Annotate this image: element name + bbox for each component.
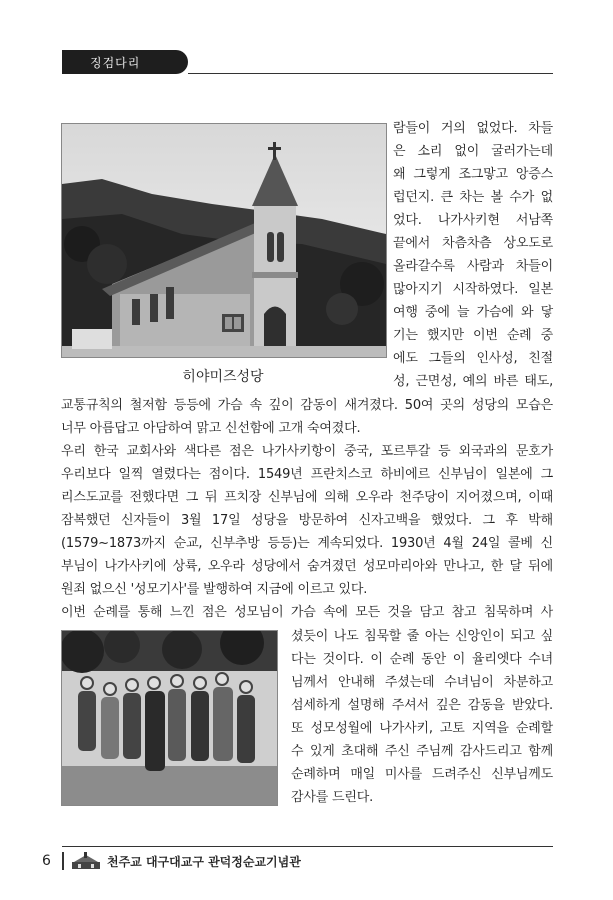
text-line: 감사를 드린다.: [291, 790, 374, 805]
footer-rule: [62, 846, 553, 847]
page-number: 6: [42, 853, 51, 869]
text-line: 섬세하게 설명해 주셔서 깊은 감동을 받았다.: [291, 698, 553, 713]
text-line: 교통규칙의 철저함 등등에 가슴 속 깊이 감동이 새겨졌다. 50여 곳의 성당의 모습은: [61, 398, 553, 413]
text-line: 람들이 거의 없었다. 차들: [393, 121, 553, 136]
text-line: 너무 아름답고 아담하여 맑고 신선함에 고개 숙여졌다.: [61, 421, 361, 436]
text-line: 많아지기 시작하였다. 일본: [393, 282, 553, 297]
text-line: 우리 한국 교회사와 색다른 점은 나가사키항이 중국, 포르투갈 등 외국과의 문호가: [61, 444, 553, 459]
footer-divider: [62, 852, 64, 870]
text-line: 이번 순례를 통해 느낀 점은 성모님이 가슴 속에 모든 것을 담고 참고 침묵하며 사: [61, 605, 553, 620]
text-line: 부님이 나가사키에 상륙, 오우라 성당에서 숨겨졌던 성모마리아와 만나고, 한 달 뒤에: [61, 559, 553, 574]
text-line: 여행 중에 늘 가슴에 와 닿: [393, 305, 553, 320]
text-line: 왜 그렇게 조그맣고 앙증스: [393, 167, 553, 182]
church-logo-icon: [70, 852, 102, 874]
text-line: (1579~1873까지 순교, 신부추방 등등)는 계속되었다. 1930년 4월 24일 콜베 신: [61, 536, 553, 551]
text-line: 원죄 없으신 '성모기사'를 발행하여 지금에 이르고 있다.: [61, 582, 368, 597]
text-line: 성, 근면성, 예의 바른 태도,: [393, 374, 553, 389]
header-rule: [188, 73, 553, 74]
text-line: 리스도교를 전했다면 그 뒤 프치장 신부님에 의해 오우라 천주당이 지어졌으며, 이때: [61, 490, 553, 505]
text-line: 또 성모성월에 나가사키, 고토 지역을 순례할: [291, 721, 553, 736]
text-line: 우리보다 일찍 열렸다는 점이다. 1549년 프란치스코 하비에르 신부님이 일본에 그: [61, 467, 553, 482]
text-line: 셨듯이 나도 침묵할 줄 아는 신앙인이 되고 싶: [291, 629, 553, 644]
publication-title: 천주교 대구대교구 관덕정순교기념관: [107, 855, 301, 869]
text-line: 럽던지. 큰 차는 볼 수가 없: [393, 190, 553, 205]
section-header-tab: [62, 50, 188, 74]
section-title: 징검다리: [90, 56, 141, 70]
text-line: 순례하며 매일 미사를 드려주신 신부님께도: [291, 767, 553, 782]
group-photo: [61, 630, 278, 806]
text-line: 다는 것이다. 이 순례 동안 이 율리엣다 수녀: [291, 652, 553, 667]
text-line: 은 소리 없이 굴러가는데: [393, 144, 553, 159]
text-line: 님께서 안내해 주셨는데 수녀님이 차분하고: [291, 675, 553, 690]
church-photo-caption: 히야미즈성당: [182, 369, 264, 385]
text-line: 잠복했던 신자들이 3월 17일 성당을 방문하여 신자고백을 했었다. 그 후 박해: [61, 513, 553, 528]
text-line: 었다. 나가사키현 서남쪽: [393, 213, 553, 228]
text-line: 올라갈수록 사람과 차들이: [393, 259, 553, 274]
text-line: 에도 그들의 인사성, 친절: [393, 351, 553, 366]
text-line: 끝에서 차츰차츰 상오도로: [393, 236, 553, 251]
church-photo: [61, 123, 387, 358]
text-line: 기는 했지만 이번 순례 중: [393, 328, 553, 343]
text-line: 수 있게 초대해 주신 주님께 감사드리고 함께: [291, 744, 553, 759]
